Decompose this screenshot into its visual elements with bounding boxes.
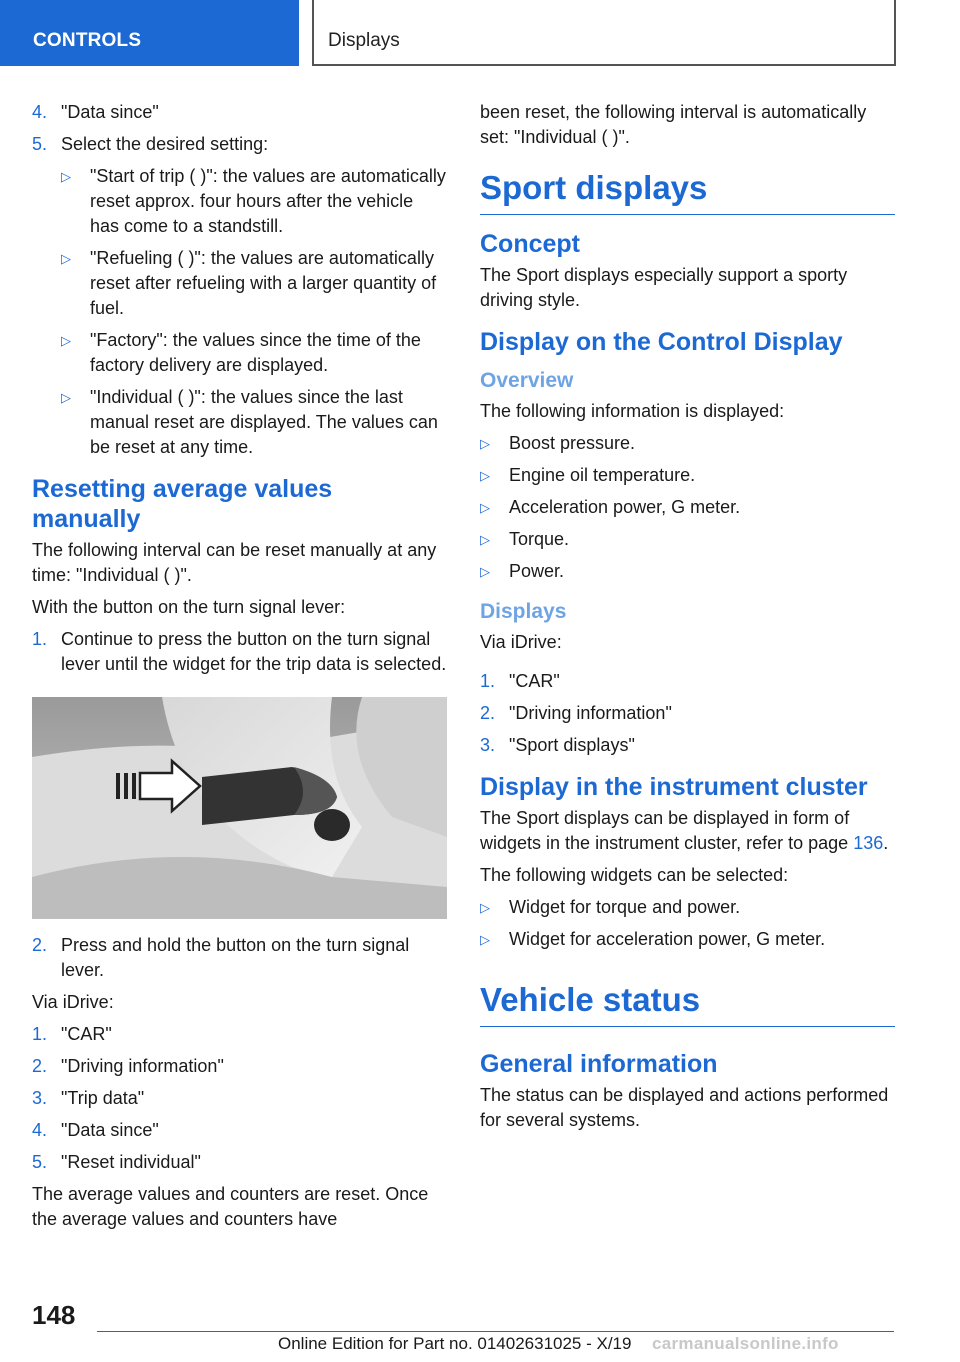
triangle-right-icon: ▷ [480,564,490,579]
watermark: carmanualsonline.info [652,1334,839,1353]
list-item [61,164,447,239]
list-item [32,1086,447,1111]
list-text: "Factory": the values since the time of the factory delivery are displayed. [90,330,421,375]
heading-sport-displays: Sport displays [480,168,895,215]
section-title: Displays [312,0,896,66]
list-text: Select the desired setting: [61,134,269,154]
left-column [32,100,447,1239]
list-text: Engine oil temperature. [509,465,696,485]
list-item [480,895,895,920]
list-number: 1. [32,1024,48,1044]
heading-concept: Concept [480,230,580,258]
list-item [61,385,447,460]
list-number: 5. [32,1152,48,1172]
paragraph: been reset, the following interval is automatically set: "Individual ( )". [480,102,867,147]
list-number: 3. [480,735,496,755]
paragraph: With the button on the turn signal lever: [32,597,346,617]
list-text: "Data since" [61,1120,159,1140]
list-text: Widget for torque and power. [509,897,741,917]
list-text: Widget for acceleration power, G meter. [509,929,826,949]
heading-display-control-display: Display on the Control Display [480,328,843,356]
list-text: Torque. [509,529,570,549]
footer-divider [97,1331,894,1332]
list-text: Press and hold the button on the turn signal lever. [61,935,410,980]
list-text: "Driving information" [61,1056,224,1076]
list-text: "Refueling ( )": the values are automatically reset after refueling with a larger quantity of fuel. [90,248,437,318]
heading-general-information: General information [480,1050,718,1078]
paragraph: The status can be displayed and actions performed for several systems. [480,1085,889,1130]
list-item [61,246,447,321]
list-text: "Data since" [61,102,159,122]
list-item [480,701,895,726]
list-item [480,495,895,520]
list-text: "Reset individual" [61,1152,201,1172]
triangle-right-icon: ▷ [480,468,490,483]
list-item [480,927,895,952]
paragraph: The average values and counters are reset. Once the average values and counters have [32,1184,429,1229]
triangle-right-icon: ▷ [61,390,71,405]
list-number: 2. [32,935,48,955]
heading-reset-average: Resetting average values manually [32,475,333,533]
page-link[interactable]: 136 [853,833,884,853]
paragraph [480,806,895,856]
list-text: "Trip data" [61,1088,145,1108]
paragraph-text: . [883,833,889,853]
list-text: "CAR" [509,671,560,691]
paragraph: The following widgets can be selected: [480,865,789,885]
list-text: "CAR" [61,1024,112,1044]
paragraph: Via iDrive: [32,992,114,1012]
list-item [32,627,447,677]
list-item [480,463,895,488]
list-number: 2. [32,1056,48,1076]
list-item [480,527,895,552]
triangle-right-icon: ▷ [480,500,490,515]
list-number: 1. [480,671,496,691]
heading-displays: Displays [480,600,567,623]
heading-instrument-cluster: Display in the instrument cluster [480,773,868,801]
overview-list [480,431,895,584]
list-item [480,669,895,694]
paragraph: The following interval can be reset manually at any time: "Individual ( )". [32,540,437,585]
list-item [32,933,447,983]
triangle-right-icon: ▷ [61,251,71,266]
list-number: 4. [32,1120,48,1140]
footer-edition: Online Edition for Part no. 01402631025 - X/19 [278,1334,632,1353]
list-text: "Driving information" [509,703,672,723]
settings-list [32,164,447,460]
triangle-right-icon: ▷ [480,900,490,915]
list-item [32,1022,447,1047]
paragraph-text: The Sport displays can be displayed in form of widgets in the instrument cluster, refer to page [480,808,854,853]
heading-overview: Overview [480,369,574,392]
list-item [32,1118,447,1143]
page-number: 148 [32,1300,76,1330]
triangle-right-icon: ▷ [61,333,71,348]
turn-signal-lever-illustration [32,697,447,919]
right-column [480,100,895,1140]
list-text: Continue to press the button on the turn signal lever until the widget for the trip data is selected. [61,629,447,674]
list-text: Power. [509,561,565,581]
list-text: "Start of trip ( )": the values are automatically reset approx. four hours after the vehicle has come to a standstill. [90,166,446,236]
list-number: 5. [32,134,48,154]
triangle-right-icon: ▷ [61,169,71,184]
triangle-right-icon: ▷ [480,532,490,547]
list-text: "Individual ( )": the values since the last manual reset are displayed. The values can be reset at any time. [90,387,438,457]
list-number: 3. [32,1088,48,1108]
list-number: 1. [32,629,48,649]
triangle-right-icon: ▷ [480,436,490,451]
list-item [32,132,447,157]
list-text: Boost pressure. [509,433,636,453]
list-item [32,1054,447,1079]
paragraph: The Sport displays especially support a sporty driving style. [480,265,848,310]
list-text: Acceleration power, G meter. [509,497,741,517]
list-number: 2. [480,703,496,723]
chapter-tab: CONTROLS [0,0,299,66]
list-text: "Sport displays" [509,735,635,755]
list-item [480,431,895,456]
list-item [480,733,895,758]
list-item [32,100,447,125]
triangle-right-icon: ▷ [480,932,490,947]
paragraph: Via iDrive: [480,632,562,652]
list-item [32,1150,447,1175]
list-number: 4. [32,102,48,122]
list-item [480,559,895,584]
heading-vehicle-status: Vehicle status [480,980,895,1027]
list-item [61,328,447,378]
widget-list [480,895,895,952]
paragraph: The following information is displayed: [480,401,785,421]
